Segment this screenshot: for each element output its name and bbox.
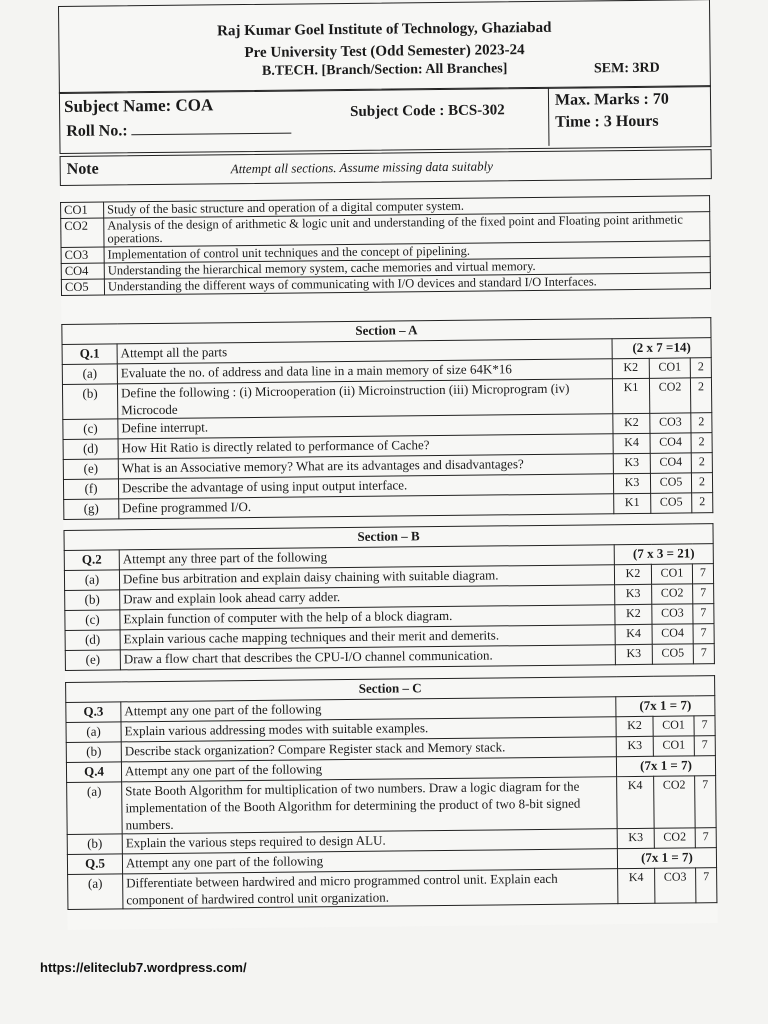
time: Time : 3 Hours	[555, 112, 659, 131]
part-label: (b)	[66, 742, 121, 763]
course-outcome: CO2	[652, 584, 693, 604]
part-marks: 2	[690, 378, 711, 413]
question-instruction: Attempt any one part of the following	[121, 697, 616, 722]
max-marks: Max. Marks : 70	[554, 90, 669, 109]
exam-paper	[58, 0, 718, 930]
question-number: Q.2	[64, 550, 119, 571]
test-title: Pre University Test (Odd Semester) 2023-24	[244, 42, 525, 62]
part-label: (f)	[63, 479, 118, 500]
part-text: Define programmed I/O.	[119, 494, 614, 519]
part-text: Explain the various steps required to design ALU.	[122, 829, 617, 854]
part-text: Explain function of computer with the help of a block diagram.	[120, 605, 615, 630]
part-text: How Hit Ratio is directly related to performance of Cache?	[118, 434, 613, 459]
question-part-row	[67, 776, 717, 835]
part-text: Explain various addressing modes with suitable examples.	[121, 717, 616, 742]
question-number: Q.5	[67, 854, 122, 875]
co-code: CO1	[61, 202, 104, 218]
section-b-table	[63, 523, 714, 671]
part-label: (b)	[65, 590, 120, 611]
course-outcome: CO3	[652, 604, 693, 624]
course-outcome: CO1	[653, 716, 694, 736]
part-text: Differentiate between hardwired and micro programmed control unit. Explain each component of hardwired control unit organization.	[123, 869, 618, 909]
co-code: CO5	[61, 279, 104, 295]
knowledge-level: K1	[612, 378, 649, 413]
footer-url: https://eliteclub7.wordpress.com/	[40, 960, 247, 975]
subject-name: Subject Name: COA	[63, 95, 214, 116]
part-text: Define the following : (i) Microoperation (ii) Microinstruction (iii) Microprogram (iv) Microcode	[117, 379, 612, 419]
institute-header	[58, 0, 711, 94]
part-label: (a)	[64, 570, 119, 591]
co-text: Implementation of control unit techniques and the concept of pipelining.	[104, 241, 710, 263]
course-outcome: CO4	[650, 453, 691, 473]
knowledge-level: K3	[616, 736, 653, 756]
course-outcome: CO2	[654, 828, 695, 848]
semester: SEM: 3RD	[593, 60, 660, 77]
knowledge-level: K4	[615, 624, 652, 644]
part-label: (b)	[67, 834, 122, 855]
co-text: Understanding the hierarchical memory system, cache memories and virtual memory.	[104, 257, 710, 279]
part-label: (a)	[67, 782, 123, 835]
course-outcome: CO1	[653, 736, 694, 756]
part-text: Define bus arbitration and explain daisy chaining with suitable diagram.	[119, 565, 614, 590]
question-marks: (2 x 7 =14)	[612, 338, 711, 359]
question-marks: (7 x 3 = 21)	[614, 544, 713, 565]
knowledge-level: K2	[616, 716, 653, 736]
note-label: Note	[66, 160, 99, 178]
knowledge-level: K2	[615, 604, 652, 624]
part-marks: 2	[691, 453, 712, 473]
part-label: (b)	[62, 384, 117, 420]
course-outcome: CO5	[651, 493, 692, 513]
part-marks: 7	[693, 644, 714, 664]
part-marks: 2	[690, 358, 711, 378]
part-marks: 2	[691, 413, 712, 433]
institute-name: Raj Kumar Goel Institute of Technology, Ghaziabad	[217, 19, 552, 40]
question-part-row	[68, 868, 717, 910]
program-line: B.TECH. [Branch/Section: All Branches]	[261, 61, 508, 79]
part-marks: 2	[692, 493, 713, 513]
co-text: Analysis of the design of arithmetic & logic unit and understanding of the fixed point and Floating point arithmetic operations.	[104, 212, 710, 247]
part-label: (a)	[68, 874, 123, 910]
subject-row	[59, 85, 712, 154]
part-marks: 7	[693, 624, 714, 644]
section-title: Section – C	[66, 676, 715, 703]
question-number: Q.1	[62, 344, 117, 365]
section-title: Section – B	[64, 524, 713, 551]
course-outcome: CO5	[650, 473, 691, 493]
section-title: Section – A	[62, 318, 711, 345]
part-marks: 7	[696, 868, 717, 903]
knowledge-level: K4	[613, 433, 650, 453]
note-row	[60, 149, 712, 186]
knowledge-level: K3	[613, 453, 650, 473]
co-text: Understanding the different ways of communicating with I/O devices and standard I/O Interfaces.	[104, 273, 710, 295]
part-label: (c)	[63, 419, 118, 440]
course-outcome: CO2	[649, 378, 690, 413]
part-marks: 7	[694, 716, 715, 736]
note-text: Attempt all sections. Assume missing data suitably	[230, 158, 494, 177]
knowledge-level: K4	[617, 776, 655, 828]
question-instruction: Attempt all the parts	[117, 339, 612, 364]
knowledge-level: K1	[614, 493, 651, 513]
co-text: Study of the basic structure and operation of a digital computer system.	[104, 196, 710, 218]
course-outcome: CO2	[654, 776, 696, 828]
marks-time-box	[548, 86, 709, 146]
part-text: What is an Associative memory? What are its advantages and disadvantages?	[118, 454, 613, 479]
question-marks: (7x 1 = 7)	[616, 756, 715, 777]
part-marks: 7	[693, 584, 714, 604]
part-marks: 2	[691, 473, 712, 493]
part-text: Describe stack organization? Compare Register stack and Memory stack.	[121, 737, 616, 762]
course-outcome: CO4	[652, 624, 693, 644]
co-code: CO3	[61, 247, 104, 263]
roll-no: Roll No.:	[66, 121, 292, 141]
knowledge-level: K3	[613, 473, 650, 493]
co-code: CO4	[61, 263, 104, 279]
part-text: Draw and explain look ahead carry adder.	[120, 585, 615, 610]
knowledge-level: K2	[614, 564, 651, 584]
part-marks: 2	[691, 433, 712, 453]
knowledge-level: K3	[615, 584, 652, 604]
knowledge-level: K2	[612, 358, 649, 378]
part-text: Evaluate the no. of address and data line in a main memory of size 64K*16	[117, 359, 612, 384]
part-marks: 7	[693, 604, 714, 624]
course-outcome: CO4	[650, 433, 691, 453]
course-outcome: CO3	[655, 868, 696, 903]
part-marks: 7	[694, 736, 715, 756]
question-marks: (7x 1 = 7)	[617, 848, 716, 869]
part-label: (g)	[64, 499, 119, 520]
part-marks: 7	[695, 776, 717, 828]
co-code: CO2	[61, 218, 104, 247]
part-marks: 7	[695, 828, 716, 848]
section-c-table	[65, 675, 717, 910]
knowledge-level: K4	[618, 868, 655, 903]
subject-code: Subject Code : BCS-302	[350, 102, 505, 120]
knowledge-level: K3	[617, 828, 654, 848]
part-label: (a)	[66, 722, 121, 743]
question-number: Q.4	[66, 762, 121, 783]
part-label: (e)	[63, 459, 118, 480]
part-text: Explain various cache mapping techniques and their merit and demerits.	[120, 625, 615, 650]
part-label: (d)	[65, 630, 120, 651]
question-instruction: Attempt any three part of the following	[119, 545, 614, 570]
question-number: Q.3	[66, 702, 121, 723]
part-label: (a)	[62, 364, 117, 385]
course-outcomes-table	[60, 195, 711, 296]
part-text: Define interrupt.	[118, 414, 613, 439]
knowledge-level: K2	[613, 413, 650, 433]
part-label: (c)	[65, 610, 120, 631]
section-a-table	[61, 317, 713, 520]
question-instruction: Attempt any one part of the following	[121, 757, 616, 782]
part-text: State Booth Algorithm for multiplication of two numbers. Draw a logic diagram for the implementation of the Booth Algorithm for determining the product of two 8-bit signed numbers.	[122, 777, 618, 834]
part-marks: 7	[692, 564, 713, 584]
knowledge-level: K3	[615, 644, 652, 664]
course-outcome: CO3	[650, 413, 691, 433]
part-label: (d)	[63, 439, 118, 460]
question-instruction: Attempt any one part of the following	[122, 849, 617, 874]
part-text: Describe the advantage of using input output interface.	[118, 474, 613, 499]
part-text: Draw a flow chart that describes the CPU-I/O channel communication.	[120, 645, 615, 670]
course-outcome: CO1	[651, 564, 692, 584]
question-marks: (7x 1 = 7)	[616, 696, 715, 717]
course-outcome: CO5	[652, 644, 693, 664]
course-outcome: CO1	[649, 358, 690, 378]
part-label: (e)	[65, 650, 120, 671]
